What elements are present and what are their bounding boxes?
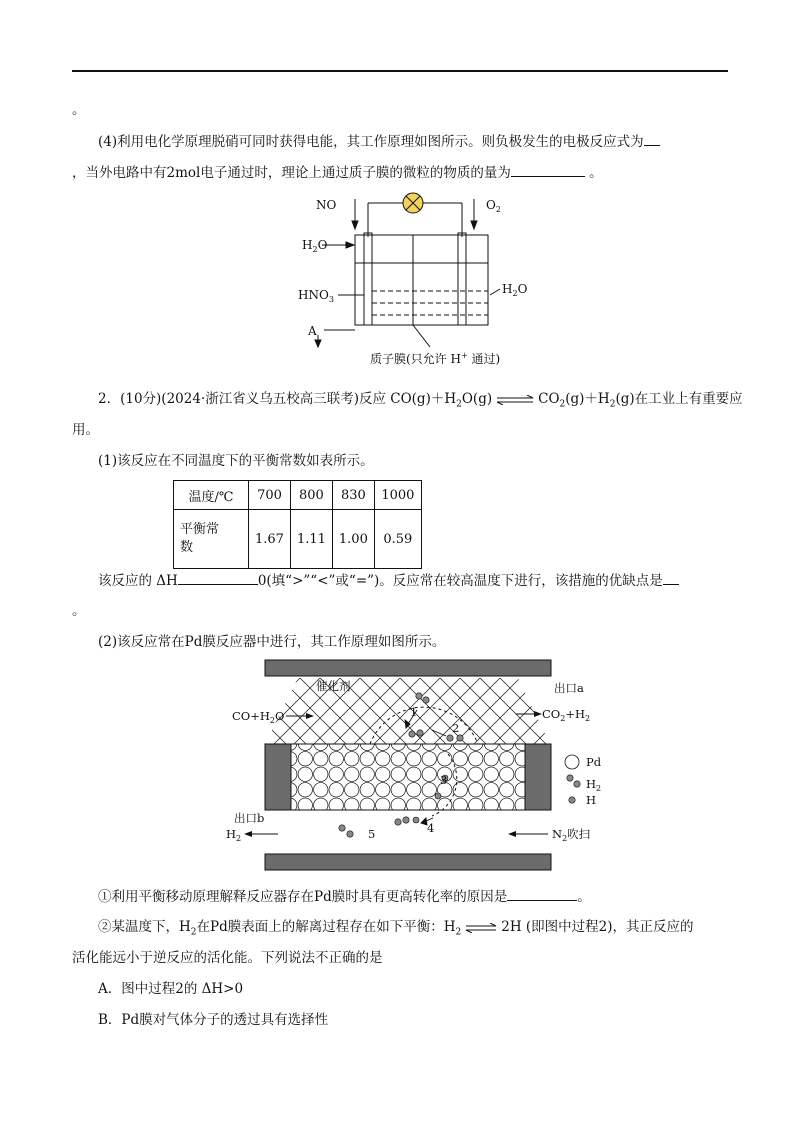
label-outlet-b: 出口b <box>234 811 265 825</box>
label-h2o-left: $H_2O$ <box>302 238 328 254</box>
table-header: 温度/℃ <box>174 481 249 510</box>
top-plate <box>265 660 551 676</box>
q2-dh-end: 。 <box>72 603 86 619</box>
q4-line2: ，当外电路中有2mol电子通过时，理论上通过质子膜的微粒的物质的量为 。 <box>72 162 603 183</box>
equilibrium-constant-table <box>173 480 422 569</box>
answer-blank[interactable] <box>511 162 585 177</box>
answer-blank[interactable] <box>663 570 679 585</box>
q4-line1: (4)利用电化学原理脱硝可同时获得电能，其工作原理如图所示。则负极发生的电极反应式为 <box>98 131 660 152</box>
label-membrane: 质子膜(只允许 H+ 通过) <box>370 351 501 366</box>
equilibrium-arrow-icon <box>495 395 535 405</box>
q2-heading: 2．(10分)(2024·浙江省义乌五校高三联考)反应 $CO(g)+H_2O(g)$ $CO_2(g)+H_2(g)$在工业上有重要应 <box>98 391 743 410</box>
q2-sub2-cont: 活化能远小于逆反应的活化能。下列说法不正确的是 <box>72 950 383 966</box>
step-label: 3 <box>440 773 448 787</box>
label-catalyst: 催化剂 <box>316 679 351 693</box>
q2-dh-line: 该反应的 ΔH 0(填“>”“<”或“=”)。反应常在较高温度下进行，该措施的优缺点是 <box>98 570 679 591</box>
label-n2-sweep: $N_2$吹扫 <box>552 827 591 843</box>
answer-blank[interactable] <box>507 886 577 901</box>
table-cell: 800 <box>290 481 332 510</box>
legend-pd: Pd <box>586 755 602 769</box>
label-outlet-a: 出口a <box>554 681 584 695</box>
q2-heading-cont: 用。 <box>72 422 99 438</box>
step-label: 4 <box>427 821 435 835</box>
q2-sub1: ①利用平衡移动原理解释反应器存在Pd膜时具有更高转化率的原因是 。 <box>98 886 591 907</box>
label-h2o-right: $H_2O$ <box>502 282 528 298</box>
top-rule <box>72 70 728 72</box>
table-cell: 1.11 <box>290 510 332 569</box>
q2-part2: (2)该反应常在Pd膜反应器中进行，其工作原理如图所示。 <box>98 634 446 650</box>
table-cell: 0.59 <box>374 510 421 569</box>
catalyst-region <box>265 678 550 744</box>
option-a[interactable]: A．图中过程2的 ΔH>0 <box>98 981 244 997</box>
q2-sub2: ②某温度下，$H_2$在Pd膜表面上的解离过程存在如下平衡：$H_2$ 2H (即图中过程2)，其正反应的 <box>98 919 694 938</box>
equilibrium-arrow-icon <box>464 923 498 933</box>
step-label: 2 <box>452 721 460 735</box>
label-h2-out: $H_2$ <box>226 827 242 843</box>
label-inlet: $CO+H_2O$ <box>232 709 285 725</box>
pd-membrane <box>291 744 525 810</box>
q2-part1: (1)该反应在不同温度下的平衡常数如表所示。 <box>98 453 374 469</box>
label-a: A <box>308 324 317 338</box>
answer-blank[interactable] <box>644 131 660 146</box>
leading-period: 。 <box>72 102 86 118</box>
legend-h2: $H_2$ <box>586 777 602 793</box>
step-label: 1 <box>410 705 418 719</box>
legend-h: H <box>586 793 597 807</box>
table-cell: 1.67 <box>249 510 291 569</box>
legend-pd-circle <box>565 755 579 769</box>
pd-membrane-reactor-figure <box>220 658 620 873</box>
answer-blank[interactable] <box>178 570 258 585</box>
step-label: 5 <box>368 827 376 841</box>
label-hno3: $HNO_3$ <box>298 288 334 304</box>
label-o2: $O_2$ <box>486 198 501 214</box>
label-co2-h2: $CO_2+H_2$ <box>542 707 591 723</box>
table-cell: 830 <box>332 481 374 510</box>
table-cell: 1.00 <box>332 510 374 569</box>
option-b[interactable]: B．Pd膜对气体分子的透过具有选择性 <box>98 1012 329 1028</box>
table-cell: 1000 <box>374 481 421 510</box>
table-header: 平衡常 数 <box>174 510 249 569</box>
bottom-plate <box>265 854 551 870</box>
label-no: NO <box>316 198 337 212</box>
table-cell: 700 <box>249 481 291 510</box>
electrochem-cell-figure <box>290 185 540 375</box>
